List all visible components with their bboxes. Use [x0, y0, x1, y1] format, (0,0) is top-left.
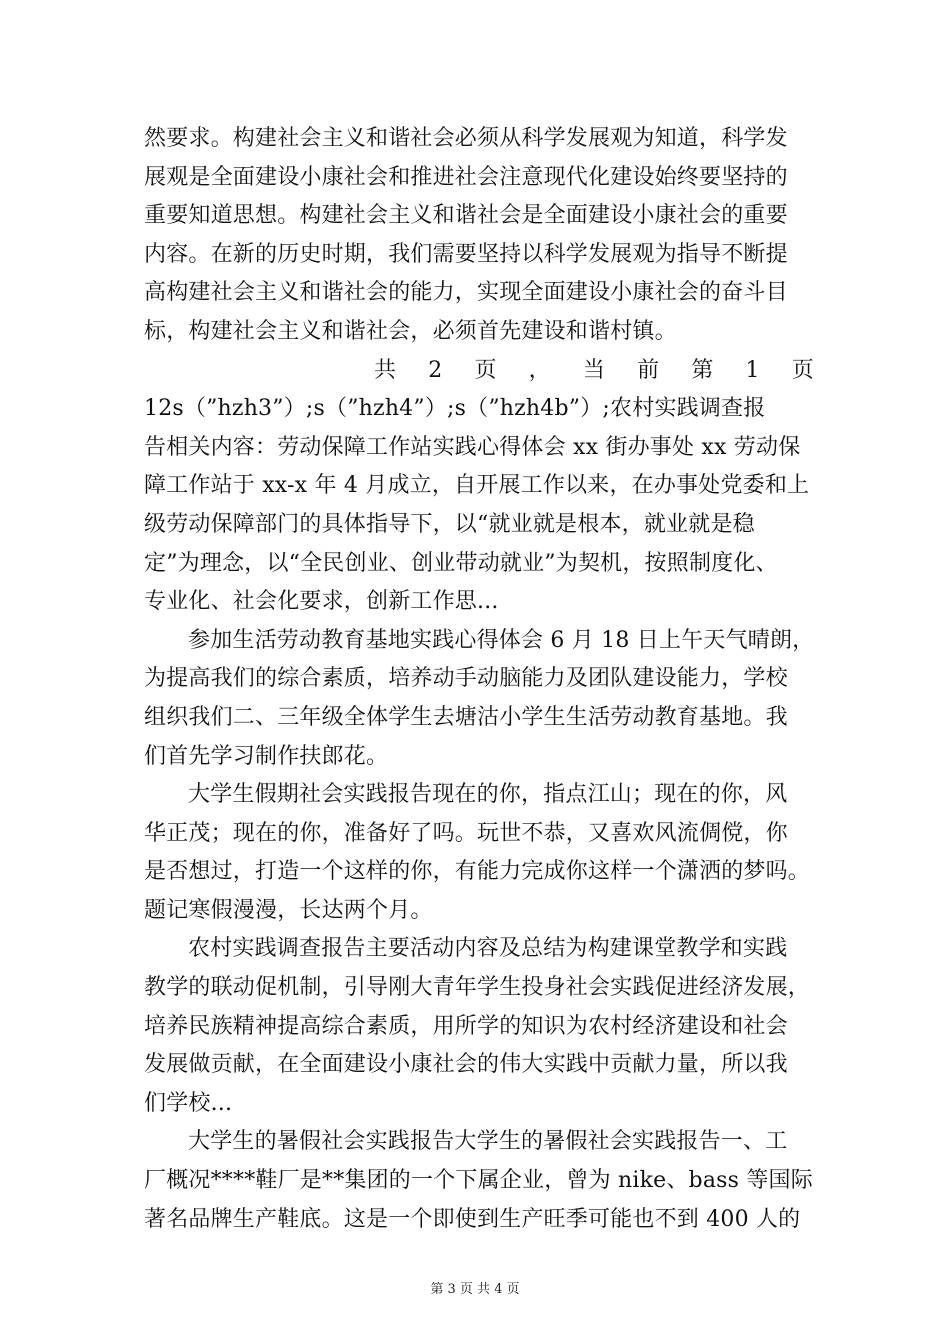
text-line: 级劳动保障部门的具体指导下，以“就业就是根本，就业就是稳 — [144, 511, 755, 537]
text-line: 障工作站于 xx-x 年 4 月成立，自开展工作以来，在办事处党委和上 — [144, 473, 810, 499]
page-count-char: 共 — [374, 357, 397, 383]
text-line: 告相关内容：劳动保障工作站实践心得体会 xx 街办事处 xx 劳动保 — [144, 434, 801, 460]
page-count-char: 第 — [691, 357, 714, 383]
paragraph-first-line: 大学生的暑假社会实践报告大学生的暑假社会实践报告一、工 — [188, 1129, 788, 1155]
page-count-line — [144, 352, 814, 391]
text-line: 培养民族精神提高综合素质，用所学的知识为农村经济建设和社会 — [144, 1013, 788, 1039]
paragraph-first-line: 参加生活劳动教育基地实践心得体会 6 月 18 日上午天气晴朗， — [188, 627, 814, 653]
text-line: 们学校... — [144, 1090, 233, 1116]
text-line: 著名品牌生产鞋底。这是一个即使到生产旺季可能也不到 400 人的 — [144, 1206, 801, 1232]
text-line: 们首先学习制作扶郎花。 — [144, 743, 389, 769]
paragraph-first-line: 农村实践调查报告主要活动内容及总结为构建课堂教学和实践 — [188, 936, 788, 962]
text-line: 内容。在新的历史时期，我们需要坚持以科学发展观为指导不断提 — [144, 241, 788, 267]
page-count-char: 前 — [637, 357, 660, 383]
page-count-char: ， — [528, 357, 551, 383]
text-line: 定”为理念，以“全民创业、创业带动就业”为契机，按照制度化、 — [144, 550, 778, 576]
text-line: 展观是全面建设小康社会和推进社会注意现代化建设始终要坚持的 — [144, 164, 788, 190]
text-line: 专业化、社会化要求，创新工作思... — [144, 589, 499, 615]
document-body — [144, 120, 814, 1239]
text-line: 华正茂；现在的你，准备好了吗。玩世不恭，又喜欢风流倜傥，你 — [144, 820, 788, 846]
page-count-char: 2 — [428, 357, 443, 383]
text-line: 发展做贡献，在全面建设小康社会的伟大实践中贡献力量，所以我 — [144, 1052, 788, 1078]
text-line: 组织我们二、三年级全体学生去塘沽小学生生活劳动教育基地。我 — [144, 704, 788, 730]
text-line: 是否想过，打造一个这样的你，有能力完成你这样一个潇洒的梦吗。 — [144, 859, 811, 885]
page-count-char: 页 — [791, 357, 814, 383]
page-count-char: 当 — [582, 357, 606, 383]
page-count-char: 页 — [474, 357, 497, 383]
text-line: 题记寒假漫漫，长达两个月。 — [144, 897, 433, 923]
text-line: 为提高我们的综合素质，培养动手动脑能力及团队建设能力，学校 — [144, 666, 788, 692]
text-line: 12s（”hzh3”）;s（”hzh4”）;s（”hzh4b”）;农村实践调查报 — [144, 396, 766, 422]
text-line: 高构建社会主义和谐社会的能力，实现全面建设小康社会的奋斗目 — [144, 280, 788, 306]
text-line: 教学的联动促机制，引导刚大青年学生投身社会实践促进经济发展， — [144, 975, 811, 1001]
paragraph-first-line: 大学生假期社会实践报告现在的你，指点江山；现在的你，风 — [188, 782, 788, 808]
text-line: 标，构建社会主义和谐社会，必须首先建设和谐村镇。 — [144, 318, 677, 344]
text-line: 然要求。构建社会主义和谐社会必须从科学发展观为知道，科学发 — [144, 126, 788, 151]
page-count-char: 1 — [745, 357, 760, 383]
text-line: 重要知道思想。构建社会主义和谐社会是全面建设小康社会的重要 — [144, 203, 788, 229]
text-line: 厂概况****鞋厂是**集团的一个下属企业，曾为 nike、bass 等国际 — [144, 1168, 813, 1194]
page-footer: 第 3 页 共 4 页 — [430, 1282, 520, 1297]
